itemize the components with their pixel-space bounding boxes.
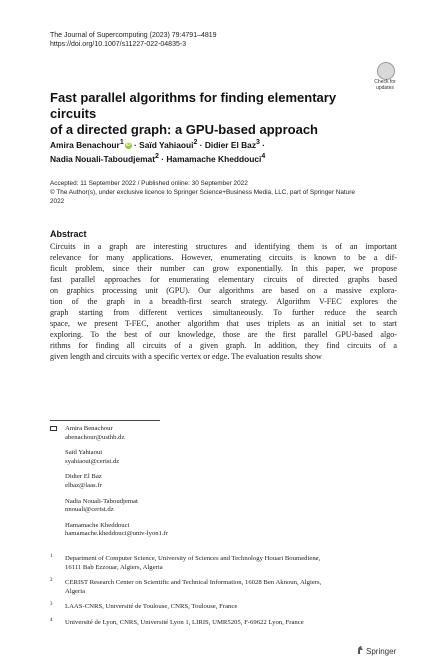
abstract-line: given length and circuits with a specific vertex or edge. The evaluation results show [50, 352, 322, 362]
author-name[interactable]: Hamamache Kheddouci [166, 153, 262, 164]
author-name[interactable]: Amira Benachour [50, 139, 120, 150]
author-affil-ref: 3 [256, 139, 260, 146]
author-separator: · [259, 139, 266, 150]
author-line-1 [50, 137, 380, 151]
check-updates-icon [377, 62, 395, 80]
contact-name: Hamamache Kheddouci [65, 521, 130, 529]
abstract-line: relevance for many applications. However, enumerating circuits is known to be a dif- [50, 253, 397, 263]
affiliation-number: 2 [50, 578, 53, 584]
author-line-2 [50, 151, 380, 165]
abstract-line: fast parallel approaches for enumerating elementary circuits of directed graphs based [50, 275, 397, 285]
journal-header [50, 31, 217, 49]
affiliation-text: CERIST Research Center on Scientific and Technical Information, 16028 Ben Aknoun, Algiers, [65, 579, 322, 587]
contact-name: Didier El Baz [65, 473, 102, 481]
author-affil-ref: 2 [193, 139, 198, 146]
affiliation-entry [50, 579, 405, 596]
contact-email[interactable]: nnouali@cerist.dz [65, 506, 114, 514]
publisher-logo[interactable] [356, 645, 396, 656]
affiliation-text: 16111 Bab Ezzouar, Algiers, Algeria [65, 563, 163, 571]
abstract-line: space, we present T-FEC, another algorithm that uses triplets as an initial set to start [50, 319, 397, 329]
affiliation-text: Department of Computer Science, University of Sciences and Technology Houari Boumediene, [65, 555, 321, 562]
affiliation-number: 4 [50, 617, 53, 623]
springer-horse-icon [356, 645, 364, 655]
abstract-line: on graphics processing unit (GPU). Our algorithms are based on a massive explora- [50, 286, 397, 296]
copyright-year: 2022 [50, 197, 65, 205]
affiliation-entry [50, 619, 405, 628]
author-separator: · [131, 139, 140, 150]
contact-email[interactable]: elbaz@laas.fr [65, 481, 102, 489]
abstract-line: ficult problem, since their number can grow exponentially. In this paper, we propose [50, 264, 397, 274]
contact-entry [50, 449, 350, 466]
affiliation-text: Algeria [65, 587, 86, 595]
contact-entry [50, 473, 350, 490]
abstract-line: graph starting from different vertices simultaneously. To further reduce the search [50, 308, 397, 318]
dates-line: Accepted: 11 September 2022 / Published online: 30 September 2022 [50, 180, 248, 187]
check-for-updates-badge[interactable] [370, 62, 400, 94]
publisher-name: Springer [366, 647, 397, 656]
envelope-icon [50, 426, 57, 431]
abstract-line: tion of the graph in a breadth-first search strategy. Algorithm V-FEC explores the [50, 297, 397, 307]
contact-email[interactable]: syahiaoui@cerist.dz [65, 457, 120, 465]
abstract-line: Circuits in a graph are interesting structures and identifying them is of an important [50, 242, 397, 251]
badge-label-line2: updates [376, 85, 394, 91]
abstract-line: rithms for finding all circuits of a given graph. In addition, they find circuits of a [50, 341, 397, 351]
author-name[interactable]: Didier El Baz [204, 139, 257, 150]
contact-email[interactable]: abenachour@usthb.dz [65, 433, 125, 441]
affiliation-number: 1 [50, 554, 53, 559]
contact-entry [50, 425, 350, 442]
affiliation-list [50, 555, 405, 635]
abstract-heading: Abstract [50, 229, 87, 239]
orcid-icon[interactable]: iD [125, 142, 131, 149]
contact-entry [50, 522, 350, 539]
copyright-line: © The Author(s), under exclusive licence to Springer Science+Business Media, LLC, part of Springer Nature [50, 188, 355, 196]
author-name[interactable]: Nadia Nouali-Taboudjemat [50, 153, 156, 164]
footnote-divider [50, 420, 160, 421]
author-affil-ref: 1 [119, 139, 124, 146]
title-line-1: Fast parallel algorithms for finding elementary circuits [50, 90, 337, 121]
title-line-2: of a directed graph: a GPU-based approach [50, 122, 318, 137]
contact-name: Nadia Nouali-Taboudjemat [65, 497, 138, 505]
author-separator: · [197, 139, 205, 150]
affiliation-number: 3 [50, 602, 53, 608]
author-list [50, 137, 380, 165]
author-affil-ref: 2 [155, 152, 159, 160]
contact-name: Amira Benachour [65, 425, 113, 432]
abstract-text [50, 241, 397, 363]
author-name[interactable]: Saïd Yahiaoui [139, 139, 194, 150]
affiliation-entry [50, 555, 405, 572]
author-contacts [50, 425, 350, 546]
author-affil-ref: 4 [261, 152, 266, 160]
badge-label-line1: Check for [374, 79, 396, 85]
affiliation-text: LAAS-CNRS, Université de Toulouse, CNRS, Toulouse, France [65, 603, 238, 611]
affiliation-text: Université de Lyon, CNRS, Université Lyon 1, LIRIS, UMR5205, F-69622 Lyon, France [65, 618, 304, 626]
doi-link[interactable]: https://doi.org/10.1007/s11227-022-04835-3 [50, 41, 187, 48]
abstract-line: exploring. To the best of our knowledge, those are the first parallel GPU-based algo- [50, 330, 397, 340]
author-separator: · [158, 153, 167, 164]
contact-name: Saïd Yahiaoui [65, 449, 103, 457]
paper-title [50, 90, 370, 138]
publication-info [50, 180, 390, 206]
journal-citation: The Journal of Supercomputing (2023) 79:4791–4819 [50, 32, 217, 39]
contact-entry [50, 498, 350, 515]
contact-email[interactable]: hamamache.kheddouci@univ-lyon1.fr [65, 530, 169, 538]
affiliation-entry [50, 603, 405, 612]
